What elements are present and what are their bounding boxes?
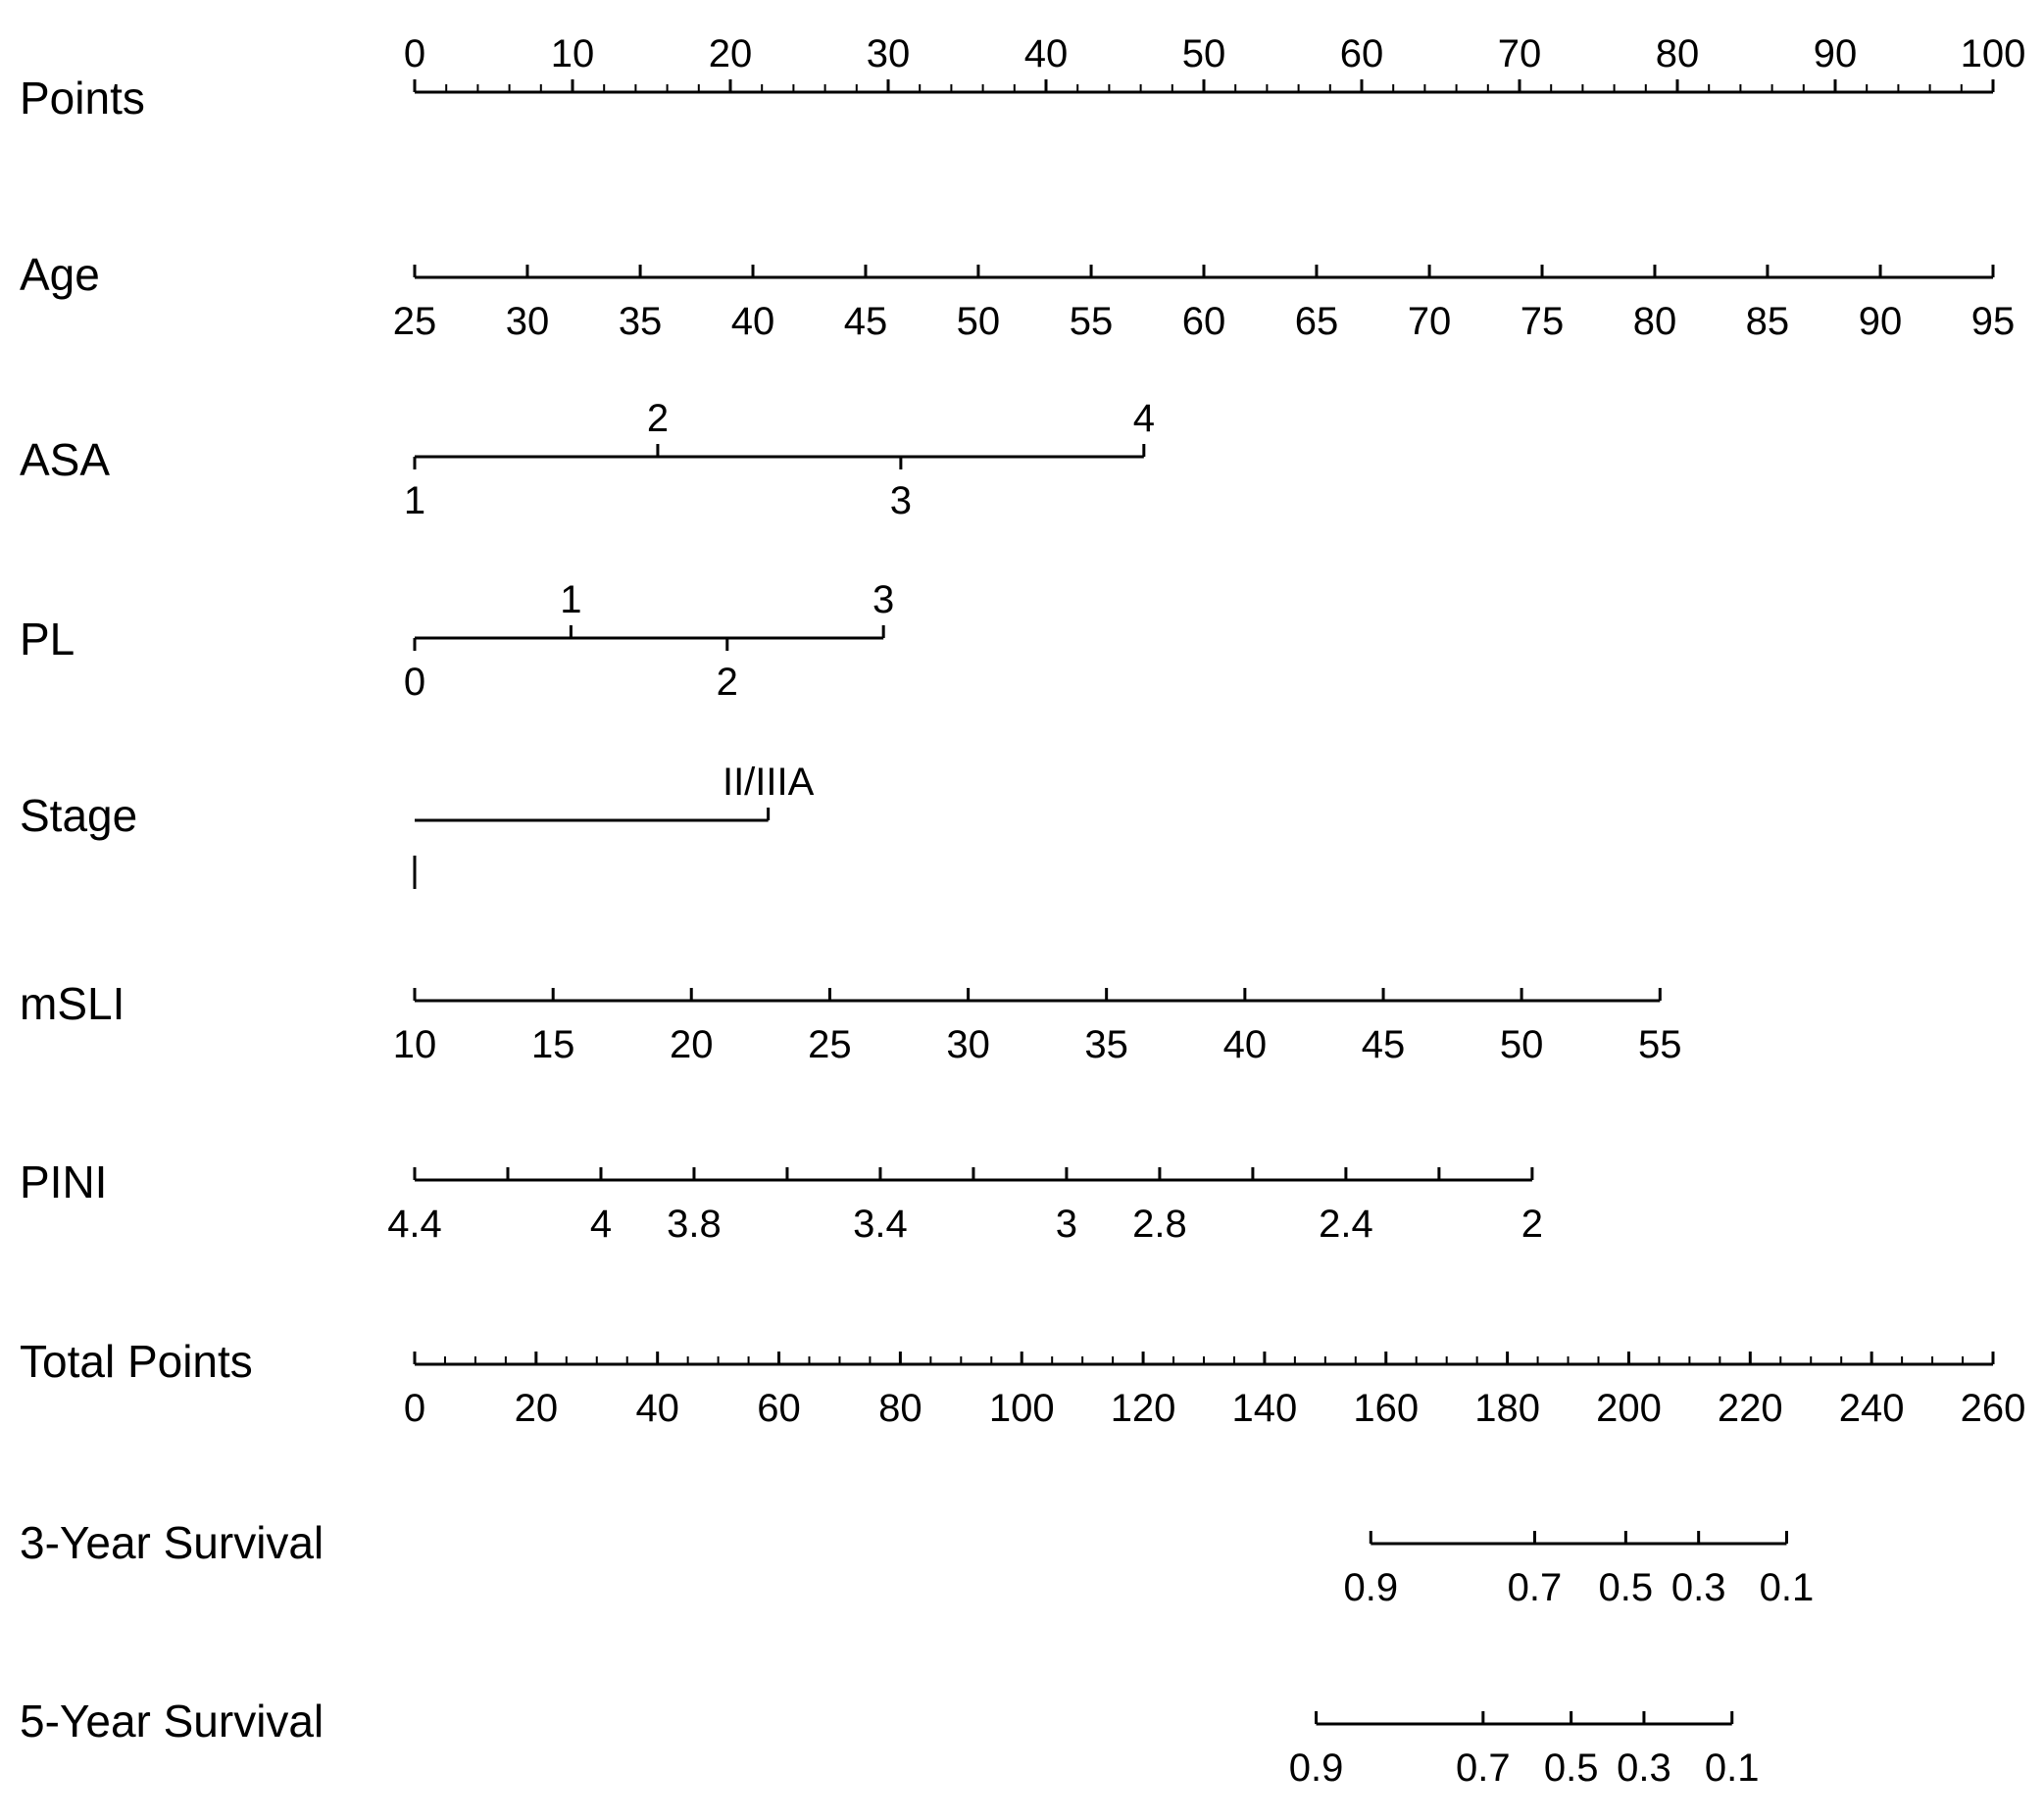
pl-tick-label: 1 (560, 578, 582, 621)
total-points-tick-label: 260 (1960, 1387, 2026, 1430)
asa-tick-label: 1 (403, 479, 426, 522)
points-tick-label: 100 (1960, 32, 2026, 75)
total-points-tick-label: 200 (1596, 1387, 1662, 1430)
age-tick-label: 85 (1745, 300, 1790, 343)
pini-tick-label: 2.8 (1132, 1203, 1187, 1246)
asa-tick-label: 2 (646, 397, 670, 440)
pini-tick-label: 3.4 (853, 1203, 908, 1246)
points-tick-label: 0 (403, 32, 426, 75)
pini-tick-label: 3 (1055, 1203, 1078, 1246)
total-points-tick-label: 100 (988, 1387, 1055, 1430)
total-points-tick-label: 0 (403, 1387, 426, 1430)
3-year-survival-tick-label: 0.3 (1670, 1566, 1726, 1609)
msli-tick-label: 45 (1361, 1023, 1406, 1066)
asa-tick-label: 4 (1132, 397, 1155, 440)
points-tick-label: 50 (1181, 32, 1226, 75)
points-tick-label: 80 (1655, 32, 1700, 75)
total-points-tick-label: 220 (1717, 1387, 1783, 1430)
msli-tick-label: 50 (1499, 1023, 1544, 1066)
points-tick-label: 20 (708, 32, 753, 75)
pini-tick-label: 4 (589, 1203, 613, 1246)
row-stage (20, 761, 815, 889)
age-tick-label: 30 (505, 300, 550, 343)
3-year-survival-tick-label: 0.1 (1759, 1566, 1815, 1609)
row-age (20, 249, 2015, 343)
5-year-survival-tick-label: 0.3 (1617, 1746, 1671, 1790)
msli-tick-label: 30 (946, 1023, 990, 1066)
asa-tick-label: 3 (889, 479, 913, 522)
3-year-survival-tick-label: 0.5 (1598, 1566, 1654, 1609)
total-points-tick-label: 120 (1110, 1387, 1176, 1430)
age-tick-label: 90 (1858, 300, 1903, 343)
points-tick-label: 10 (550, 32, 595, 75)
age-tick-label: 60 (1181, 300, 1226, 343)
row-total-points (20, 1336, 2025, 1430)
row-label-age: Age (20, 249, 100, 300)
age-tick-label: 50 (956, 300, 1001, 343)
row-3-year-survival (20, 1517, 1814, 1609)
row-label-stage: Stage (20, 790, 138, 841)
row-label-pl: PL (20, 614, 75, 664)
row-5-year-survival (20, 1696, 1760, 1790)
points-tick-label: 40 (1023, 32, 1069, 75)
row-pl (20, 578, 894, 704)
age-tick-label: 65 (1294, 300, 1339, 343)
age-tick-label: 70 (1407, 300, 1452, 343)
msli-tick-label: 20 (669, 1023, 714, 1066)
pini-tick-label: 3.8 (667, 1203, 722, 1246)
points-tick-label: 60 (1339, 32, 1384, 75)
total-points-tick-label: 180 (1474, 1387, 1540, 1430)
row-label-asa: ASA (20, 434, 111, 485)
points-tick-label: 90 (1813, 32, 1858, 75)
age-tick-label: 45 (843, 300, 888, 343)
row-points (20, 32, 2025, 123)
age-tick-label: 80 (1632, 300, 1677, 343)
pl-tick-label: 3 (872, 578, 895, 621)
pini-tick-label: 4.4 (387, 1203, 442, 1246)
row-asa (20, 397, 1155, 522)
msli-tick-label: 10 (392, 1023, 437, 1066)
age-tick-label: 95 (1970, 300, 2016, 343)
age-tick-label: 25 (392, 300, 437, 343)
pini-tick-label: 2.4 (1319, 1203, 1373, 1246)
total-points-tick-label: 140 (1231, 1387, 1298, 1430)
3-year-survival-tick-label: 0.9 (1343, 1566, 1399, 1609)
total-points-tick-label: 160 (1353, 1387, 1420, 1430)
pl-tick-label: 2 (716, 661, 738, 704)
msli-tick-label: 55 (1638, 1023, 1682, 1066)
msli-tick-label: 15 (530, 1023, 575, 1066)
row-pini (20, 1156, 1543, 1246)
row-label-5-year-survival: 5-Year Survival (20, 1696, 324, 1746)
points-tick-label: 70 (1497, 32, 1542, 75)
total-points-tick-label: 20 (514, 1387, 559, 1430)
3-year-survival-tick-label: 0.7 (1507, 1566, 1563, 1609)
row-label-msli: mSLI (20, 978, 125, 1029)
total-points-tick-label: 80 (878, 1387, 922, 1430)
row-label-total-points: Total Points (20, 1336, 253, 1387)
total-points-tick-label: 60 (757, 1387, 801, 1430)
row-msli (20, 978, 1682, 1066)
stage-tick-label: II/IIIA (722, 761, 815, 804)
pini-tick-label: 2 (1521, 1203, 1544, 1246)
row-label-3-year-survival: 3-Year Survival (20, 1517, 324, 1568)
row-label-pini: PINI (20, 1156, 108, 1207)
pl-tick-label: 0 (403, 661, 426, 704)
msli-tick-label: 35 (1084, 1023, 1128, 1066)
age-tick-label: 35 (618, 300, 663, 343)
total-points-tick-label: 240 (1838, 1387, 1905, 1430)
points-tick-label: 30 (866, 32, 911, 75)
msli-tick-label: 25 (808, 1023, 852, 1066)
msli-tick-label: 40 (1222, 1023, 1268, 1066)
age-tick-label: 40 (730, 300, 775, 343)
5-year-survival-tick-label: 0.9 (1288, 1746, 1344, 1790)
age-tick-label: 75 (1520, 300, 1565, 343)
5-year-survival-tick-label: 0.5 (1543, 1746, 1599, 1790)
total-points-tick-label: 40 (635, 1387, 679, 1430)
age-tick-label: 55 (1069, 300, 1114, 343)
row-label-points: Points (20, 73, 145, 123)
5-year-survival-tick-label: 0.7 (1456, 1746, 1511, 1790)
5-year-survival-tick-label: 0.1 (1704, 1746, 1760, 1790)
